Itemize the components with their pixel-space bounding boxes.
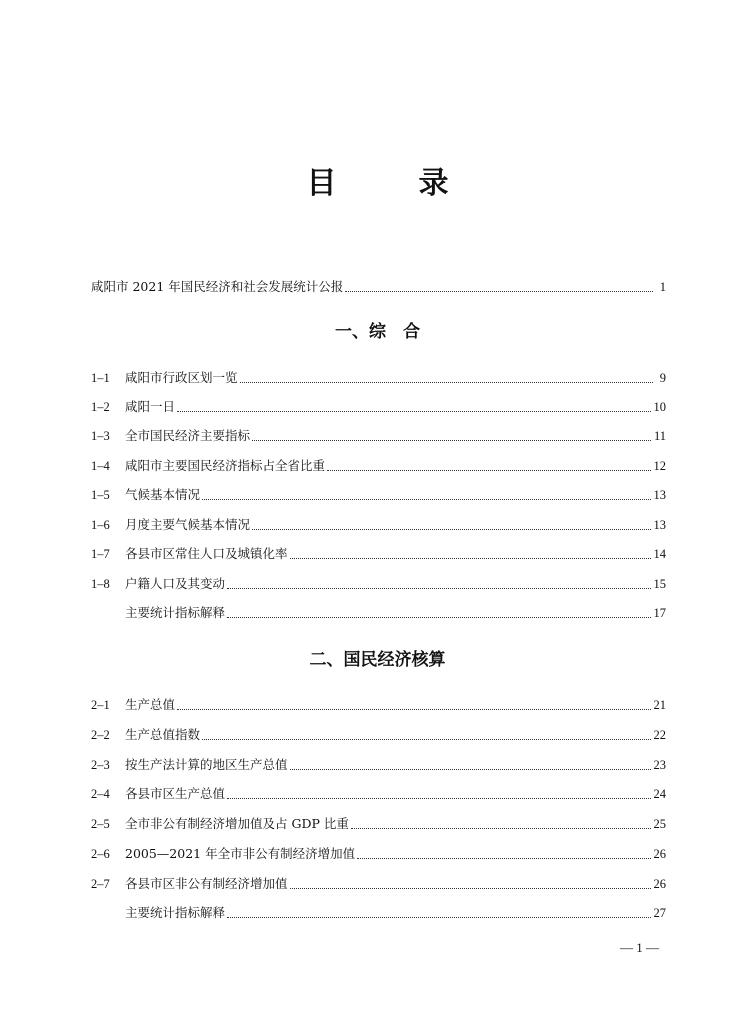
toc-leader xyxy=(177,410,650,412)
toc-entry-label: 各县市区非公有制经济增加值 xyxy=(125,876,288,891)
toc-entry-label: 主要统计指标解释 xyxy=(125,605,226,620)
toc-entry-number: 1–2 xyxy=(91,400,110,414)
toc-leader xyxy=(345,290,653,292)
toc-entry-label: 户籍人口及其变动 xyxy=(125,576,226,591)
toc-leader xyxy=(240,381,653,383)
toc-entry-1-2[interactable] xyxy=(91,397,666,417)
toc-leader xyxy=(227,916,650,918)
toc-entry-page: 25 xyxy=(653,817,666,831)
toc-leader xyxy=(227,797,650,799)
toc-entry-2-4[interactable] xyxy=(91,784,666,804)
toc-entry-page: 10 xyxy=(653,400,666,414)
toc-entry-page: 11 xyxy=(653,429,666,443)
toc-leader xyxy=(327,469,650,471)
toc-entry-page: 24 xyxy=(653,787,666,801)
toc-leader xyxy=(357,857,650,859)
toc-entry-2-3[interactable] xyxy=(91,755,666,775)
toc-entry-2-7[interactable] xyxy=(91,874,666,894)
toc-entry-page: 21 xyxy=(653,698,666,712)
toc-entry-page: 23 xyxy=(653,758,666,772)
toc-entry-label: 2005—2021 年全市非公有制经济增加值 xyxy=(125,846,356,861)
toc-leader xyxy=(177,708,650,710)
toc-entry-label: 月度主要气候基本情况 xyxy=(125,517,251,532)
toc-entry-label: 咸阳一日 xyxy=(125,399,176,414)
toc-entry-1-notes[interactable] xyxy=(91,603,666,623)
toc-leader xyxy=(290,887,651,889)
toc-entry-label: 生产总值指数 xyxy=(125,727,201,742)
toc-entry-1-4[interactable] xyxy=(91,456,666,476)
toc-entry-page: 17 xyxy=(653,606,666,620)
toc-entry-number: 1–3 xyxy=(91,429,110,443)
toc-leader xyxy=(252,439,651,441)
toc-entry-label: 全市国民经济主要指标 xyxy=(125,428,251,443)
toc-entry-number: 2–7 xyxy=(91,877,110,891)
toc-leader xyxy=(227,587,650,589)
toc-entry-label: 咸阳市行政区划一览 xyxy=(125,370,238,385)
toc-entry-label: 生产总值 xyxy=(125,697,176,712)
toc-entry-number: 2–6 xyxy=(91,847,110,861)
toc-leader xyxy=(351,827,651,829)
page-number: — 1 — xyxy=(620,940,659,955)
toc-entry-page: 27 xyxy=(653,906,666,920)
toc-entry-page: 13 xyxy=(653,518,666,532)
toc-entry-1-1[interactable] xyxy=(91,368,666,388)
toc-entry-2-6[interactable] xyxy=(91,844,666,864)
toc-entry-number: 1–7 xyxy=(91,547,110,561)
toc-entry-1-8[interactable] xyxy=(91,574,666,594)
toc-entry-number: 1–6 xyxy=(91,518,110,532)
toc-entry-number: 2–1 xyxy=(91,698,110,712)
toc-entry-1-5[interactable] xyxy=(91,485,666,505)
toc-entry-page: 14 xyxy=(653,547,666,561)
toc-entry-number: 2–3 xyxy=(91,758,110,772)
toc-entry-label: 各县市区常住人口及城镇化率 xyxy=(125,546,288,561)
toc-entry-2-2[interactable] xyxy=(91,725,666,745)
toc-entry-label: 咸阳市主要国民经济指标占全省比重 xyxy=(125,458,326,473)
toc-leader xyxy=(202,498,650,500)
toc-leader xyxy=(227,616,650,618)
toc-entry-2-5[interactable] xyxy=(91,814,666,834)
toc-entry-page: 12 xyxy=(653,459,666,473)
toc-entry-label: 按生产法计算的地区生产总值 xyxy=(125,757,288,772)
toc-entry-number: 1–5 xyxy=(91,488,110,502)
toc-entry-number: 1–8 xyxy=(91,577,110,591)
toc-entry-number: 2–5 xyxy=(91,817,110,831)
toc-entry-page: 1 xyxy=(659,280,666,294)
toc-entry-2-1[interactable] xyxy=(91,695,666,715)
toc-entry-page: 15 xyxy=(653,577,666,591)
toc-entry-label: 咸阳市 2021 年国民经济和社会发展统计公报 xyxy=(91,279,344,294)
toc-entry-label: 主要统计指标解释 xyxy=(125,905,226,920)
section-heading-1: 一、综 合 xyxy=(335,322,420,342)
toc-entry-label: 全市非公有制经济增加值及占 GDP 比重 xyxy=(125,816,349,831)
toc-leader xyxy=(202,738,650,740)
toc-entry-number: 1–4 xyxy=(91,459,110,473)
toc-leader xyxy=(252,528,650,530)
toc-entry-1-3[interactable] xyxy=(91,426,666,446)
toc-entry-label: 气候基本情况 xyxy=(125,487,201,502)
toc-entry-number: 2–4 xyxy=(91,787,110,801)
section-heading-2: 二、国民经济核算 xyxy=(309,650,446,670)
toc-entry-page: 26 xyxy=(653,877,666,891)
toc-leader xyxy=(290,557,651,559)
toc-entry-page: 26 xyxy=(653,847,666,861)
toc-entry-page: 22 xyxy=(653,728,666,742)
toc-entry-intro[interactable] xyxy=(91,277,666,297)
toc-entry-label: 各县市区生产总值 xyxy=(125,786,226,801)
page-title: 目 录 xyxy=(306,166,475,201)
toc-leader xyxy=(290,768,651,770)
toc-entry-number: 1–1 xyxy=(91,371,110,385)
toc-entry-1-6[interactable] xyxy=(91,515,666,535)
toc-entry-page: 13 xyxy=(653,488,666,502)
toc-entry-1-7[interactable] xyxy=(91,544,666,564)
toc-entry-page: 9 xyxy=(659,371,666,385)
toc-entry-number: 2–2 xyxy=(91,728,110,742)
toc-entry-2-notes[interactable] xyxy=(91,903,666,923)
